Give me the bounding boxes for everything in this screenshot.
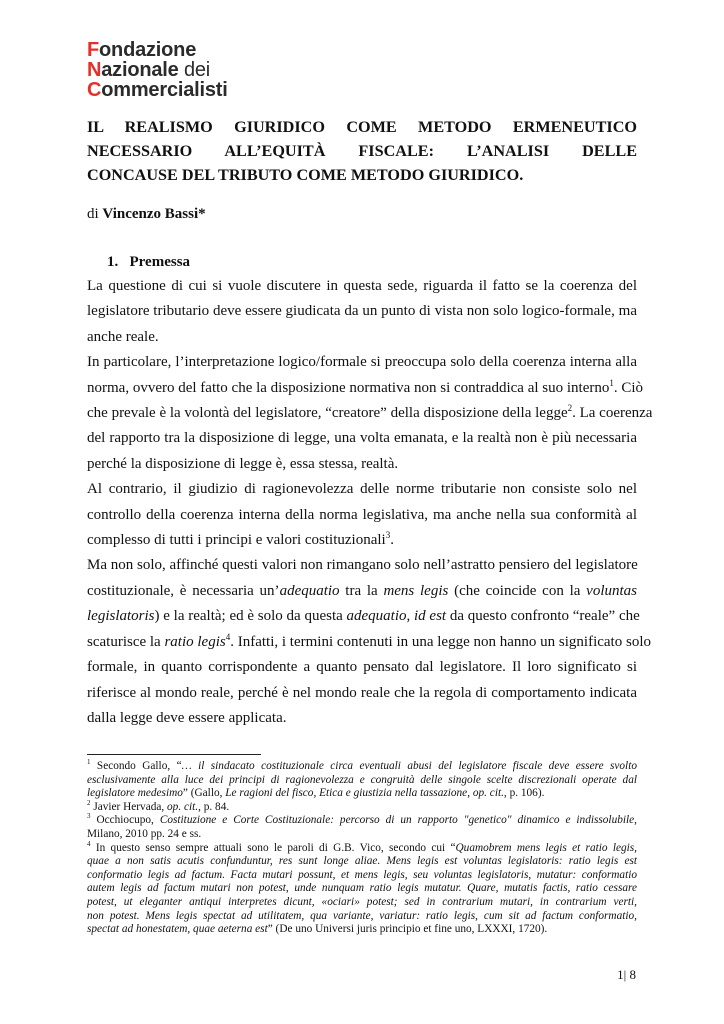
paragraph-2: In particolare, l’interpretazione logico/formale si preoccupa solo della coerenza interna alla norma, ovvero del fatto che la disposizione normativa non si contraddica al suo interno$^1$. Ciò che prevale è la volontà del legislatore, “creatore” della disposizione della legge$^2$. La coerenza del rapporto tra la disposizione di legge, una volta emanata, e la realtà non è più necessaria perché la disposizione di legge è, essa stessa, realtà. <box>87 354 653 472</box>
document-title: IL REALISMO GIURIDICO COME METODO ERMENEUTICO NECESSARIO ALL’EQUITÀ FISCALE: L’ANALISI DELLE CONCAUSE DEL TRIBUTO COME METODO GIURIDICO. <box>87 118 637 184</box>
footnote-ref-4[interactable]: 4 <box>225 631 231 642</box>
footnote-2: $^2$ Javier Hervada, op. cit., p. 84. <box>87 799 230 813</box>
footnote-ref-3[interactable]: 3 <box>385 530 391 541</box>
foundation-logo <box>87 40 228 100</box>
footnote-4: $^4$ In questo senso sempre attuali sono le paroli di G.B. Vico, secondo cui “Quamobrem mens legis et ratio legis, <box>87 839 637 854</box>
paragraph-1: La questione di cui si vuole discutere in questa sede, riguarda il fatto se la coerenza del legislatore tributario deve essere giudicata da un punto di vista non solo logico-formale, ma anche reale. <box>87 278 637 345</box>
logo-line-3: Commercialisti <box>87 79 228 101</box>
paragraph-4: Ma non solo, affinché questi valori non rimangano solo nell’astratto pensiero del legislatore costituzionale, è necessaria un’adequatio tra la mens legis (che coincide con la voluntas legislatoris) e la realtà; ed è solo da questa adequatio, id est da questo confronto “reale” che scaturisce la ratio legis$^4$. Infatti, i termini contenuti in una legge non hanno un significato solo formale, in quanto corrispondente a quanto pensato dal legislatore. Il loro significato si riferisce al mondo reale, perché è nel mondo reale che la regola di comportamento indicata dalla legge deve essere applicata. <box>87 557 651 726</box>
logo-line-2: Nazionale dei <box>87 59 211 81</box>
footnote-ref-1[interactable]: 1 <box>609 377 614 388</box>
page-number: 1| 8 <box>617 967 636 982</box>
author-name: Vincenzo Bassi* <box>102 206 206 222</box>
footnote-ref-2[interactable]: 2 <box>567 403 573 414</box>
footnotes: $^1$ Secondo Gallo, “… il sindacato costituzionale circa eventuali abusi del legislatore fiscale deve essere svolto esclusivamente alla luce dei principi di ragionevolezza e congruità delle singole scelte discrezionali operate dal legislatore medesimo” (Gallo, Le ragioni del fisco, Etica e giustizia nella tassazione, op. cit., p. 106). $^2$ Javier Hervada, op. cit., p. 84. $^3$ Occhiocupo, Costituzione e Corte Costituzionale: percorso di un rapporto "genetico" dinamico e indissolubile, Milano, 2010 pp. 24 e ss. $^4$ In questo senso sempre attuali sono le paroli di G.B. Vico, secondo cui “Quamobrem mens legis et ratio legis, quae a non satis acutis confunduntur, res sunt longe aliae. Mens legis est voluntas legislatoris: ratio legis est conformatio legis ad factum. Facta mutari possunt, et mens legis, seu voluntas legislatoris, mutatur: conformatio autem legis ad factum mutari non potest, unde nunquam ratio legis mutatur. Quare, mutatis factis, ratio cessare potest, ut eleganter antiqui interpretes dicunt, «ociari» potest; sed in contrarium mutari, in contrarium verti, non potest. Mens legis spectat ad utilitatem, qua variante, variatur: ratio legis, cum sit ad factum conformatio, spectat ad honestatem, quae aeterna est” (De uno Universi juris principio et fine uno, LXXXI, 1720). <box>87 758 637 936</box>
footnote-separator <box>87 754 261 755</box>
paragraph-3: Al contrario, il giudizio di ragionevolezza delle norme tributarie non consiste solo nel controllo della coerenza interna della norma legislativa, ma anche nella sua conformità al complesso di tutti i principi e valori costituzionali$^3$. <box>87 481 637 549</box>
author-line: di Vincenzo Bassi* <box>87 206 206 222</box>
logo-line-1: Fondazione <box>87 39 197 61</box>
footnote-1: $^1$ Secondo Gallo, “… il sindacato costituzionale circa eventuali abusi del legislatore fiscale deve essere svolto <box>87 758 637 772</box>
footnote-3: $^3$ Occhiocupo, Costituzione e Corte Costituzionale: percorso di un rapporto "genetico" dinamico e indissolubile, <box>87 812 637 827</box>
body-text <box>87 274 653 731</box>
section-heading: 1. Premessa <box>107 254 191 270</box>
